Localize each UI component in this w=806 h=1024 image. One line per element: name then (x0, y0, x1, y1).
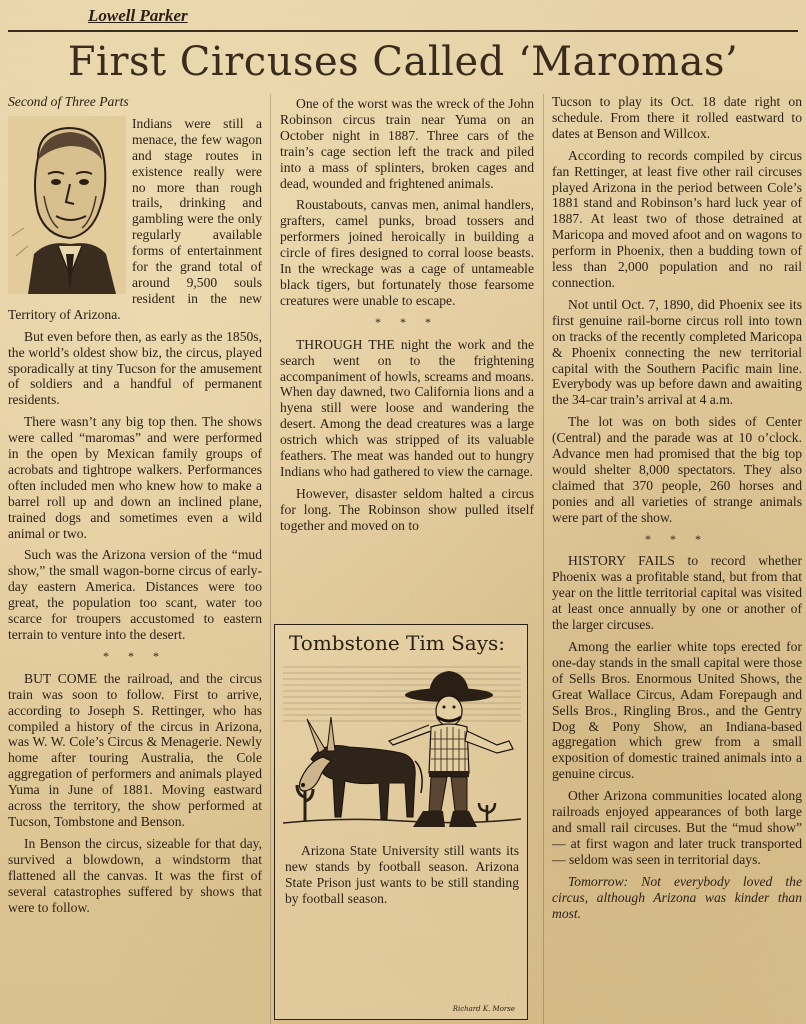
article-column-1 (8, 94, 262, 921)
paragraph: THROUGH THE night the work and the search went on to the frightening accompaniment of howls, screams and moans. When day dawned, two California lions and a hyena still were loose and wandering the desert. Among the dead creatures was a large ostrich which was stripped of its valuable feathers. The meat was handed out to hungry Indians who had gathered to view the carnage. (280, 336, 534, 479)
column-divider (270, 94, 271, 1024)
cartoon-illustration (283, 661, 521, 839)
paragraph: Not until Oct. 7, 1890, did Phoenix see its first genuine rail-borne circus roll into town on tracks of the recently completed Maricopa & Phoenix connecting the new territorial capital with the Southern Pacific main line. Everybody was up before dawn and awaiting the 34-car train’s arrival at 4 a.m. (552, 296, 802, 408)
article-column-3 (552, 94, 802, 927)
author-portrait (8, 116, 126, 294)
section-break-stars: * * * (645, 531, 709, 546)
paragraph: The lot was on both sides of Center (Central) and the parade was at 10 o’clock. Advance men had promised that the big top would shelter 8,000 spectators. They also claimed that 370 people, 260 horses and ponies and all varieties of strange animals were part of the show. (552, 414, 802, 525)
paragraph: Among the earlier white tops erected for one-day stands in the small capital were those of Sells Bros. Enormous United Shows, the Great Wallace Circus, Adam Forepaugh and Sells Bros., Ringling Bros., and the Gentry Dog & Pony Show, an Indiana-based aggregation which grew from a small exposition of domestic trained animals into a genuine circus. (552, 639, 802, 782)
paragraph: HISTORY FAILS to record whether Phoenix was a profitable stand, but from that year on the little territorial capital was visited at least once annually by one or another of the larger circuses. (552, 553, 802, 633)
paragraph: However, disaster seldom halted a circus for long. The Robinson show pulled itself together and moved on to (280, 485, 534, 533)
paragraph: There wasn’t any big top then. The shows were called “maromas” and were performed in the open by Mexican family groups of acrobats and tightrope walkers. Performances often included men who knew how to make a barrel roll up and down an inclined plane, trained dogs and sometimes even a wild animal or two. (8, 414, 262, 541)
cartoon-box (274, 624, 528, 1020)
paragraph: In Benson the circus, sizeable for that day, survived a blowdown, a windstorm that flattened all the canvas. It was the first of several catastrophes suffered by shows that were to follow. (8, 835, 262, 915)
paragraph: Other Arizona communities located along railroads enjoyed appearances of both large and small rail circuses. But the “mud show” — at first wagon and later truck transported — seldom was seen in territorial days. (552, 788, 802, 867)
paragraph: But even before then, as early as the 1850s, the world’s oldest show biz, the circus, played sporadically at tiny Tucson for the amusement of soldiers and a handful of permanent residents. (8, 328, 262, 408)
byline: Lowell Parker (88, 6, 188, 25)
paragraph: BUT COME the railroad, and the circus train was soon to follow. First to arrive, according to Joseph S. Rettinger, who has compiled a history of the circus in Arizona, was W. W. Cole’s Circus & Menagerie. Newly home after touring Australia, the Cole aggregation of performers and animals played Yuma in June of 1881. Moving eastward across the territory, the show performed at Tucson, Tombstone and Benson. (8, 670, 262, 829)
paragraph: Indians were still a menace, the few wagon and stage routes in existence really were no more than rough trails, drinking and gambling were the only regularly available forms of entertainment for the grand total of around 9,500 souls resident in the new Territory of Arizona. (8, 115, 262, 322)
section-break-stars: * * * (375, 314, 439, 329)
paragraph: Tucson to play its Oct. 18 date right on schedule. From there it rolled eastward to dates at Benson and Willcox. (552, 94, 802, 141)
cartoon-artist-credit: Richard K. Morse (452, 1005, 515, 1013)
series-teaser: Tomorrow: Not everybody loved the circus, although Arizona was kinder than most. (552, 873, 802, 921)
cartoon-caption: Arizona State University still wants its new stands by football season. Arizona State Prison just wants to be still standing by football season. (285, 843, 519, 906)
paragraph: One of the worst was the wreck of the John Robinson circus train near Yuma on an October night in 1887. Three cars of the train’s cage section left the track and piled into a mass of splinters, broken cages and dead, wounded and frightened animals. (280, 96, 534, 191)
paragraph: According to records compiled by circus fan Rettinger, at least five other rail circuses played Arizona in the period between Cole’s 1881 stand and Robinson’s hard luck year of 1887. At least two of those detrained at Maricopa and moved afoot and on wagons to perform in Phoenix, then a budding town of less than 2,000 population and no rail connection. (552, 147, 802, 290)
section-break-stars: * * * (103, 648, 167, 663)
paragraph: Roustabouts, canvas men, animal handlers, grafters, camel punks, broad tossers and performers joined heroically in building a circle of fires designed to corral loose beasts. In the wreckage was a cage of untameable black tigers, but fortunately those fearsome creatures were unable to escape. (280, 197, 534, 308)
column-divider (543, 94, 544, 1024)
article-column-2 (280, 96, 534, 540)
headline: First Circuses Called ‘Maromas’ (67, 39, 739, 85)
header-rule (8, 30, 798, 32)
cartoon-title: Tombstone Tim Says: (289, 631, 505, 655)
paragraph: Such was the Arizona version of the “mud show,” the small wagon-borne circus of early-day eastern America. Distances were too great, the population too scant, water too scarce for troupers accustomed to eastern terrain to venture into the desert. (8, 547, 262, 642)
series-kicker: Second of Three Parts (8, 94, 129, 109)
